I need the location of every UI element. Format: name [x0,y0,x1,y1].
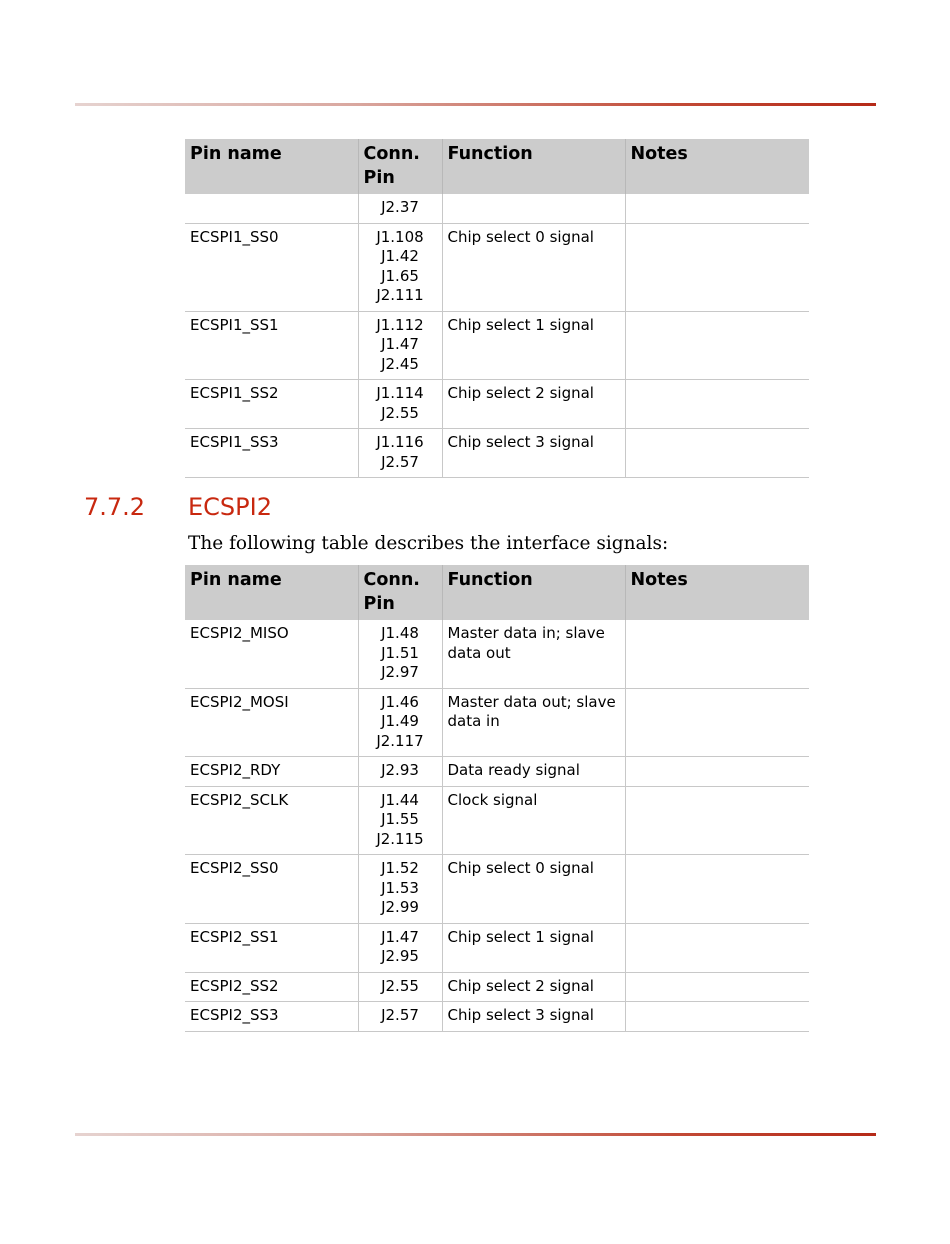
cell-function: Master data out; slave data in [442,688,625,757]
table-row [185,972,809,1002]
table-row [185,620,809,688]
cell-pin-name: ECSPI2_SS0 [185,855,358,924]
header-function: Function [442,565,625,620]
cell-conn-pin: J1.47 J2.95 [358,923,442,972]
table-header-row [185,565,809,620]
cell-notes [625,429,809,478]
cell-function: Chip select 0 signal [442,223,625,311]
cell-notes [625,311,809,380]
table-row [185,223,809,311]
cell-notes [625,757,809,787]
cell-notes [625,1002,809,1032]
table-header-row [185,139,809,194]
table-row [185,923,809,972]
cell-conn-pin: J2.93 [358,757,442,787]
header-rule [75,103,876,106]
cell-pin-name [185,194,358,223]
table-row [185,786,809,855]
table-row [185,429,809,478]
cell-function: Chip select 0 signal [442,855,625,924]
cell-conn-pin: J2.55 [358,972,442,1002]
ecspi2-pin-table [185,565,809,1032]
cell-pin-name: ECSPI1_SS3 [185,429,358,478]
cell-pin-name: ECSPI2_SS3 [185,1002,358,1032]
cell-function: Clock signal [442,786,625,855]
cell-function: Chip select 1 signal [442,923,625,972]
cell-function: Chip select 2 signal [442,380,625,429]
table-row [185,311,809,380]
cell-notes [625,380,809,429]
footer-rule [75,1133,876,1136]
cell-pin-name: ECSPI2_SCLK [185,786,358,855]
cell-notes [625,786,809,855]
header-pin-name: Pin name [185,139,358,194]
cell-function: Data ready signal [442,757,625,787]
header-conn-pin: Conn. Pin [358,139,442,194]
cell-function: Chip select 3 signal [442,429,625,478]
cell-conn-pin: J1.52 J1.53 J2.99 [358,855,442,924]
section-title: ECSPI2 [188,493,272,521]
cell-conn-pin: J1.114 J2.55 [358,380,442,429]
table-row [185,380,809,429]
cell-notes [625,972,809,1002]
cell-conn-pin: J1.108 J1.42 J1.65 J2.111 [358,223,442,311]
cell-conn-pin: J1.116 J2.57 [358,429,442,478]
ecspi1-pin-table [185,139,809,478]
cell-notes [625,855,809,924]
cell-notes [625,194,809,223]
section-number: 7.7.2 [84,493,146,521]
cell-conn-pin: J1.48 J1.51 J2.97 [358,620,442,688]
cell-function [442,194,625,223]
cell-pin-name: ECSPI1_SS0 [185,223,358,311]
cell-conn-pin: J2.37 [358,194,442,223]
section-intro: The following table describes the interface signals: [188,533,669,554]
cell-pin-name: ECSPI1_SS1 [185,311,358,380]
header-conn-pin: Conn. Pin [358,565,442,620]
cell-pin-name: ECSPI2_MOSI [185,688,358,757]
table-row [185,1002,809,1032]
table-row [185,688,809,757]
header-notes: Notes [625,565,809,620]
header-notes: Notes [625,139,809,194]
cell-notes [625,223,809,311]
table-row [185,757,809,787]
cell-conn-pin: J2.57 [358,1002,442,1032]
header-function: Function [442,139,625,194]
cell-function: Chip select 3 signal [442,1002,625,1032]
table-row [185,855,809,924]
cell-pin-name: ECSPI2_MISO [185,620,358,688]
cell-conn-pin: J1.46 J1.49 J2.117 [358,688,442,757]
cell-pin-name: ECSPI1_SS2 [185,380,358,429]
cell-function: Chip select 1 signal [442,311,625,380]
cell-pin-name: ECSPI2_RDY [185,757,358,787]
cell-function: Master data in; slave data out [442,620,625,688]
cell-pin-name: ECSPI2_SS2 [185,972,358,1002]
cell-notes [625,923,809,972]
cell-conn-pin: J1.44 J1.55 J2.115 [358,786,442,855]
cell-notes [625,620,809,688]
section-heading [84,492,272,522]
cell-notes [625,688,809,757]
cell-conn-pin: J1.112 J1.47 J2.45 [358,311,442,380]
cell-function: Chip select 2 signal [442,972,625,1002]
cell-pin-name: ECSPI2_SS1 [185,923,358,972]
header-pin-name: Pin name [185,565,358,620]
table-row [185,194,809,223]
